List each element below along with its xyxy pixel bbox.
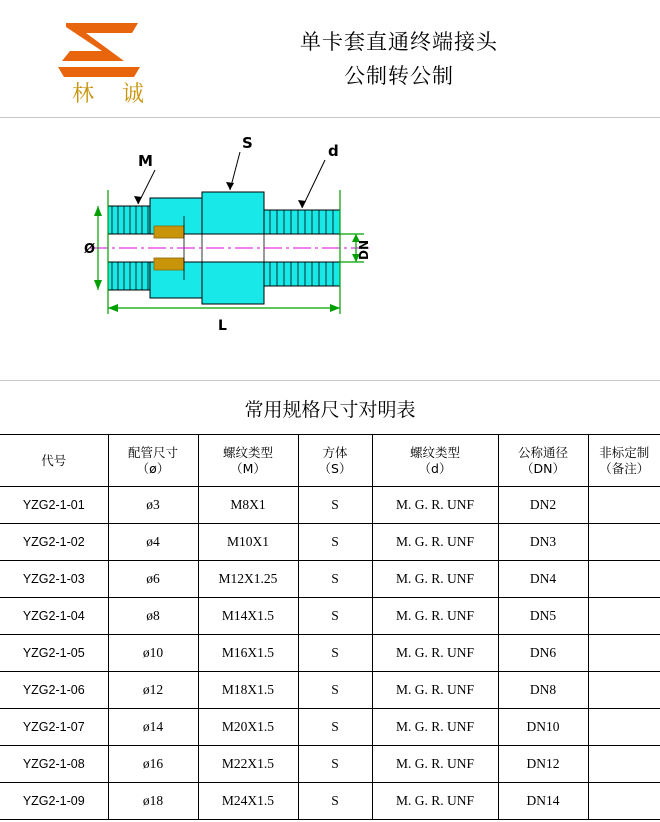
company-logo — [28, 9, 198, 109]
cell-code: YZG2-1-01 — [0, 487, 108, 524]
cell-dn: DN5 — [498, 598, 588, 635]
th-thread-m-line2: （M） — [230, 460, 266, 476]
cell-pipe: ø16 — [108, 746, 198, 783]
logo-graphic — [28, 9, 198, 109]
cell-thread-d: M. G. R. UNF — [372, 598, 498, 635]
cell-pipe: ø8 — [108, 598, 198, 635]
technical-drawing — [0, 118, 660, 381]
th-note — [588, 435, 660, 487]
table-row — [0, 598, 660, 635]
cell-dn: DN6 — [498, 635, 588, 672]
cell-square: S — [298, 672, 372, 709]
cell-pipe: ø10 — [108, 635, 198, 672]
label-l: L — [218, 318, 227, 334]
th-note-line2: （备注） — [599, 460, 650, 476]
cell-square: S — [298, 524, 372, 561]
th-thread-m-line1: 螺纹类型 — [222, 444, 273, 460]
cell-thread-m: M14X1.5 — [198, 598, 298, 635]
table-row — [0, 709, 660, 746]
label-d: d — [328, 142, 339, 160]
spec-table — [0, 434, 660, 820]
cell-thread-d: M. G. R. UNF — [372, 709, 498, 746]
th-pipe-size-line2: （ø） — [136, 460, 170, 476]
cell-dn: DN3 — [498, 524, 588, 561]
cell-thread-d: M. G. R. UNF — [372, 783, 498, 820]
cell-thread-m: M10X1 — [198, 524, 298, 561]
cell-code: YZG2-1-09 — [0, 783, 108, 820]
th-code — [0, 435, 108, 487]
th-thread-m — [198, 435, 298, 487]
cell-thread-m: M24X1.5 — [198, 783, 298, 820]
th-thread-d-line2: （d） — [418, 460, 452, 476]
cell-dn: DN4 — [498, 561, 588, 598]
cell-square: S — [298, 598, 372, 635]
cell-square: S — [298, 635, 372, 672]
cell-code: YZG2-1-08 — [0, 746, 108, 783]
page-title-line-1: 单卡套直通终端接头 — [300, 29, 498, 54]
cell-code: YZG2-1-03 — [0, 561, 108, 598]
cell-thread-d: M. G. R. UNF — [372, 487, 498, 524]
cell-note — [588, 746, 660, 783]
cell-pipe: ø4 — [108, 524, 198, 561]
logo-char-lin: 林 — [72, 81, 95, 107]
label-dn: DN — [357, 239, 371, 260]
cell-thread-d: M. G. R. UNF — [372, 561, 498, 598]
table-row — [0, 635, 660, 672]
th-thread-d-line1: 螺纹类型 — [409, 444, 460, 460]
cell-code: YZG2-1-02 — [0, 524, 108, 561]
th-dn-line2: （DN） — [521, 460, 565, 476]
logo-char-cheng: 诚 — [122, 81, 145, 107]
label-diameter: Ø — [84, 242, 96, 257]
label-s: S — [242, 134, 253, 152]
cell-thread-d: M. G. R. UNF — [372, 635, 498, 672]
cell-pipe: ø14 — [108, 709, 198, 746]
th-square-line1: 方体 — [322, 444, 348, 460]
cell-thread-m: M22X1.5 — [198, 746, 298, 783]
th-dn-line1: 公称通径 — [517, 444, 568, 460]
cell-dn: DN14 — [498, 783, 588, 820]
page-header — [0, 0, 660, 118]
cell-pipe: ø12 — [108, 672, 198, 709]
table-title: 常用规格尺寸对明表 — [244, 399, 416, 421]
th-note-line1: 非标定制 — [599, 444, 650, 460]
cell-thread-m: M8X1 — [198, 487, 298, 524]
cell-thread-d: M. G. R. UNF — [372, 746, 498, 783]
th-pipe-size — [108, 435, 198, 487]
table-row — [0, 524, 660, 561]
cell-square: S — [298, 487, 372, 524]
th-code-line1: 代号 — [41, 452, 67, 468]
cell-pipe: ø3 — [108, 487, 198, 524]
cell-note — [588, 598, 660, 635]
cell-thread-m: M16X1.5 — [198, 635, 298, 672]
table-header-row — [0, 435, 660, 487]
page-title-line-2: 公制转公制 — [344, 63, 454, 88]
cell-thread-d: M. G. R. UNF — [372, 672, 498, 709]
label-m: M — [138, 152, 153, 170]
th-dn — [498, 435, 588, 487]
cell-thread-d: M. G. R. UNF — [372, 524, 498, 561]
cell-thread-m: M12X1.25 — [198, 561, 298, 598]
table-row — [0, 561, 660, 598]
cell-note — [588, 672, 660, 709]
cell-note — [588, 635, 660, 672]
header-title-block — [198, 25, 660, 93]
cell-dn: DN2 — [498, 487, 588, 524]
cell-pipe: ø6 — [108, 561, 198, 598]
th-thread-d — [372, 435, 498, 487]
cell-note — [588, 524, 660, 561]
cell-thread-m: M20X1.5 — [198, 709, 298, 746]
cell-thread-m: M18X1.5 — [198, 672, 298, 709]
cell-square: S — [298, 783, 372, 820]
cell-dn: DN12 — [498, 746, 588, 783]
cell-pipe: ø18 — [108, 783, 198, 820]
cell-square: S — [298, 709, 372, 746]
cell-note — [588, 561, 660, 598]
cell-dn: DN8 — [498, 672, 588, 709]
table-row — [0, 746, 660, 783]
cell-note — [588, 783, 660, 820]
cell-code: YZG2-1-06 — [0, 672, 108, 709]
cell-note — [588, 487, 660, 524]
cell-code: YZG2-1-04 — [0, 598, 108, 635]
th-square-line2: （S） — [318, 460, 352, 476]
cell-square: S — [298, 561, 372, 598]
table-row — [0, 783, 660, 820]
th-pipe-size-line1: 配管尺寸 — [127, 444, 178, 460]
fitting-diagram — [80, 118, 580, 378]
cell-code: YZG2-1-07 — [0, 709, 108, 746]
cell-dn: DN10 — [498, 709, 588, 746]
cell-square: S — [298, 746, 372, 783]
table-row — [0, 672, 660, 709]
th-square — [298, 435, 372, 487]
cell-note — [588, 709, 660, 746]
table-row — [0, 487, 660, 524]
cell-code: YZG2-1-05 — [0, 635, 108, 672]
